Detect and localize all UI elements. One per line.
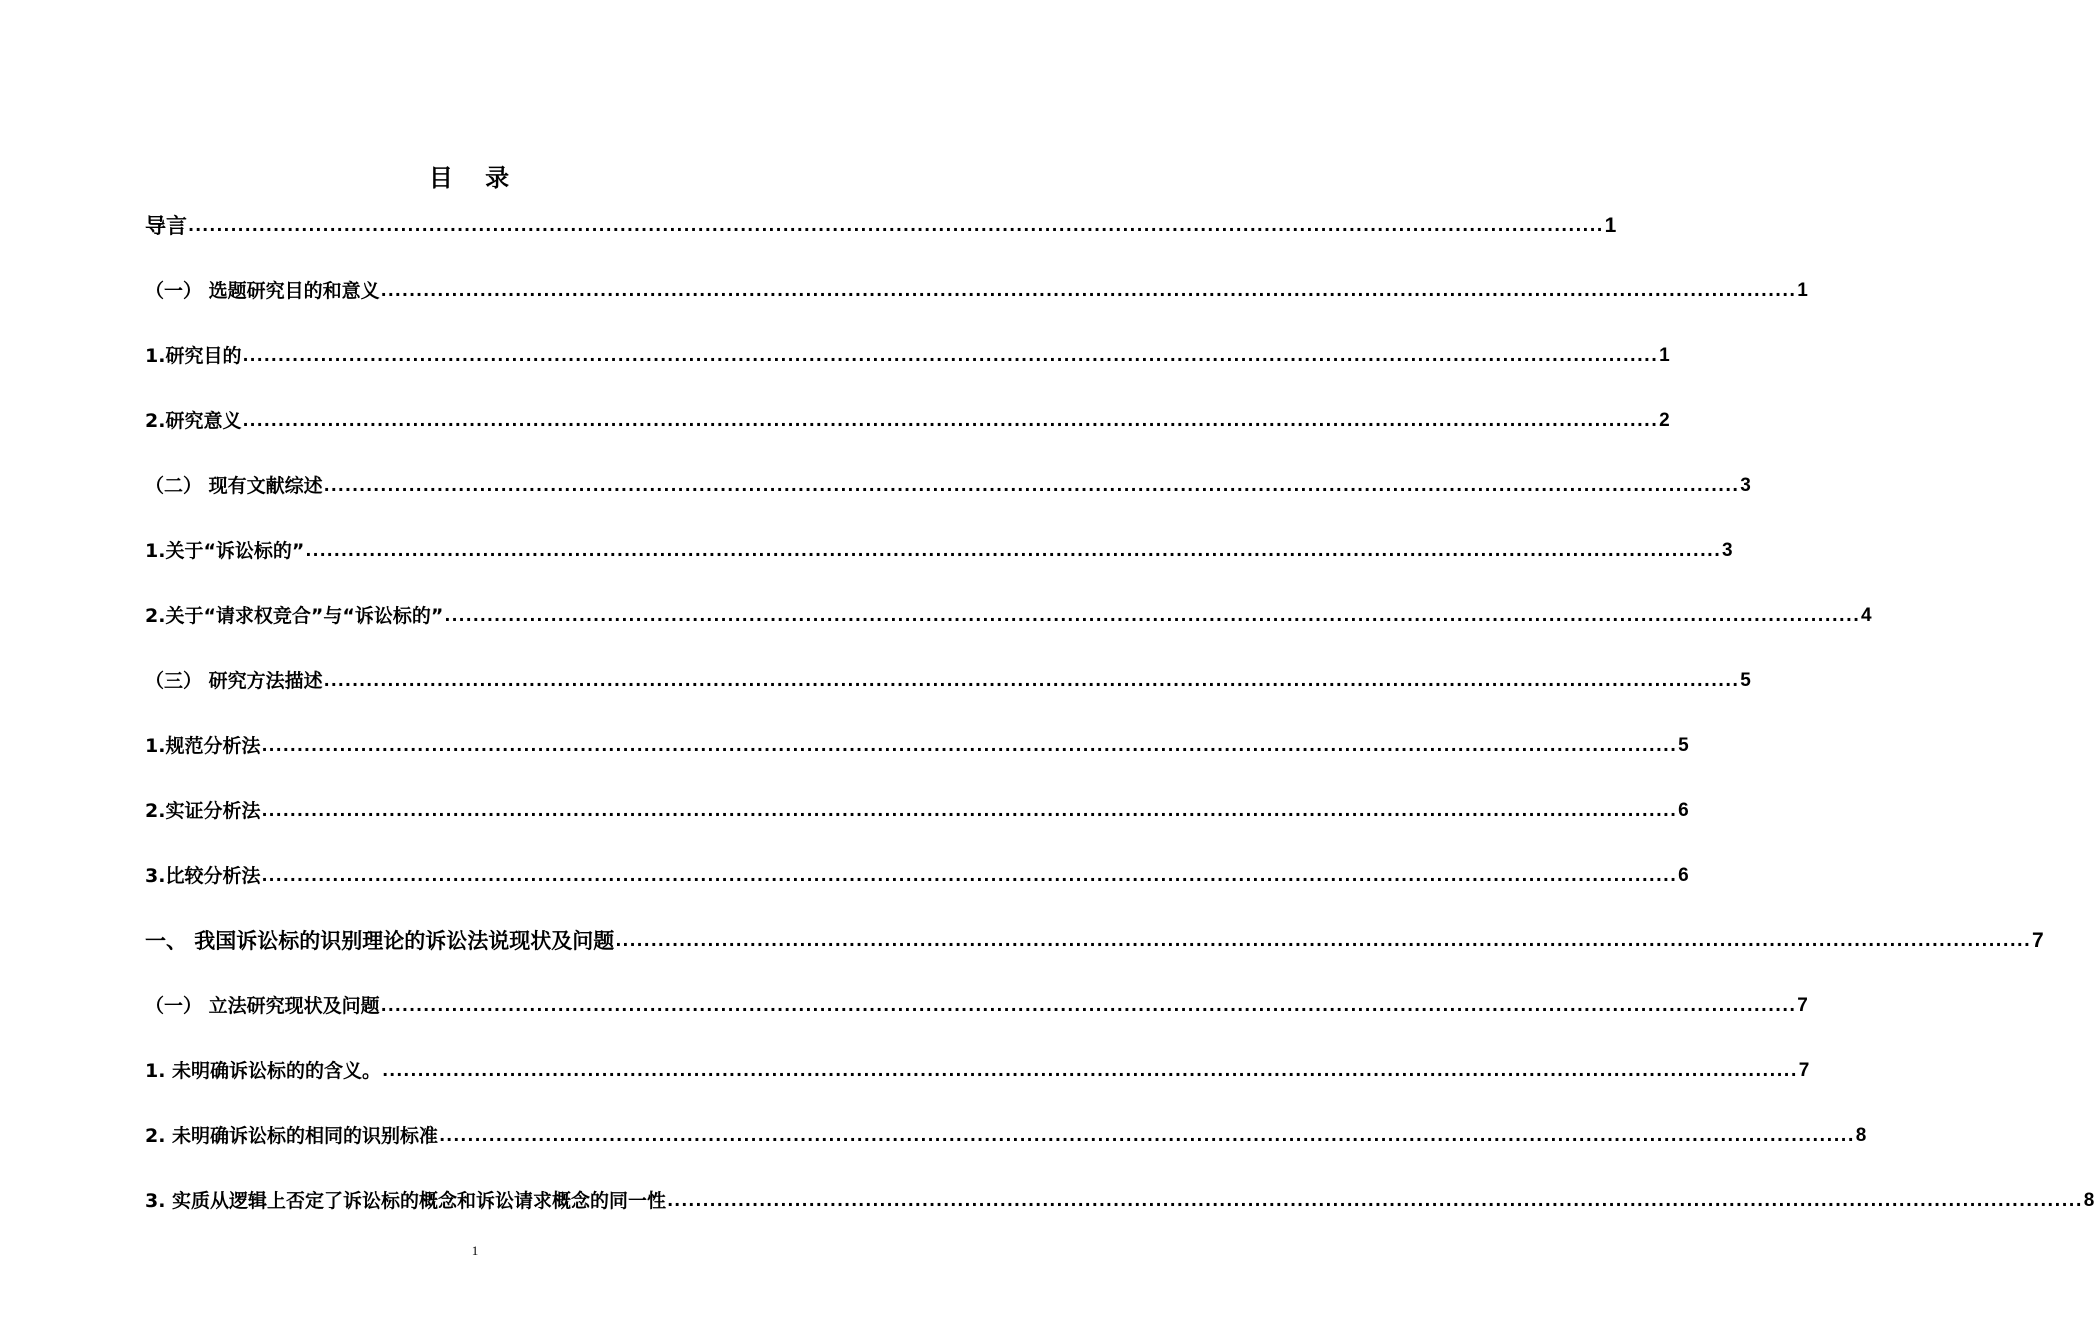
toc-entry[interactable] xyxy=(145,724,1689,760)
toc-entry[interactable] xyxy=(145,1179,2094,1215)
toc-entry[interactable] xyxy=(145,334,1670,370)
toc-entry-label: （三） 研究方法描述 xyxy=(145,670,323,692)
toc-entry-label: 2.实证分析法 xyxy=(145,800,261,822)
toc-dot-leader: ........................................................................................................................................................................................................ xyxy=(323,671,1740,690)
toc-entry-label: （二） 现有文献综述 xyxy=(145,475,323,497)
toc-entry-page: 7 xyxy=(2031,929,2044,952)
toc-entry[interactable] xyxy=(145,529,1733,565)
toc-entry[interactable] xyxy=(145,789,1689,825)
toc-entry-page: 5 xyxy=(1740,670,1751,691)
toc-entry[interactable] xyxy=(145,984,1808,1020)
toc-entry-label: 1.规范分析法 xyxy=(145,735,261,757)
toc-entry-label: 3.比较分析法 xyxy=(145,865,261,887)
toc-entry-page: 6 xyxy=(1678,800,1689,821)
toc-title: 目 录 xyxy=(428,164,522,192)
toc-entry-page: 2 xyxy=(1659,410,1670,431)
toc-entry[interactable] xyxy=(145,1114,1867,1150)
toc-dot-leader: ........................................................................................................................................................................................................ xyxy=(439,1126,1855,1145)
toc-entry[interactable] xyxy=(145,204,1617,240)
toc-entry-page: 3 xyxy=(1740,475,1751,496)
toc-entry-label: （一） 选题研究目的和意义 xyxy=(145,280,380,302)
toc-entry[interactable] xyxy=(145,659,1751,695)
toc-dot-leader: ........................................................................................................................................................................................................ xyxy=(615,931,2031,950)
toc-entry-page: 3 xyxy=(1722,540,1733,561)
toc-entry[interactable] xyxy=(145,854,1689,890)
toc-entry-label: 2. 未明确诉讼标的相同的识别标准 xyxy=(145,1125,439,1147)
toc-entry-label: （一） 立法研究现状及问题 xyxy=(145,995,380,1017)
toc-dot-leader: ........................................................................................................................................................................................................ xyxy=(242,411,1659,430)
toc-entry-label: 2.关于“请求权竞合”与“诉讼标的” xyxy=(145,605,444,627)
toc-entry-page: 6 xyxy=(1678,865,1689,886)
toc-entry[interactable] xyxy=(145,919,2044,955)
toc-entry-label: 3. 实质从逻辑上否定了诉讼标的概念和诉讼请求概念的同一性 xyxy=(145,1190,667,1212)
toc-dot-leader: ........................................................................................................................................................................................................ xyxy=(261,736,1678,755)
toc-dot-leader: ........................................................................................................................................................................................................ xyxy=(323,476,1740,495)
toc-entry-page: 4 xyxy=(1861,605,1872,626)
toc-entry-label: 1.关于“诉讼标的” xyxy=(145,540,305,562)
page-number: 1 xyxy=(471,1243,479,1258)
toc-entry-page: 8 xyxy=(2083,1190,2094,1211)
toc-entry-page: 1 xyxy=(1604,214,1617,237)
toc-dot-leader: ........................................................................................................................................................................................................ xyxy=(261,866,1678,885)
toc-entry-page: 5 xyxy=(1678,735,1689,756)
toc-entry-label: 导言 xyxy=(145,214,187,238)
toc-dot-leader: ........................................................................................................................................................................................................ xyxy=(242,346,1659,365)
toc-entry[interactable] xyxy=(145,464,1751,500)
toc-entry-label: 1. 未明确诉讼标的的含义。 xyxy=(145,1060,382,1082)
toc-dot-leader: ........................................................................................................................................................................................................ xyxy=(188,216,1604,235)
toc-dot-leader: ........................................................................................................................................................................................................ xyxy=(305,541,1722,560)
toc-entry-label: 一、 我国诉讼标的识别理论的诉讼法说现状及问题 xyxy=(145,929,615,953)
toc-entry-page: 7 xyxy=(1798,1060,1810,1081)
toc-dot-leader: ........................................................................................................................................................................................................ xyxy=(667,1191,2083,1210)
toc-entry-page: 1 xyxy=(1659,345,1670,366)
toc-entry-label: 1.研究目的 xyxy=(145,345,242,367)
toc-entry[interactable] xyxy=(145,269,1808,305)
toc-dot-leader: ........................................................................................................................................................................................................ xyxy=(261,801,1678,820)
toc-entry-page: 1 xyxy=(1797,280,1808,301)
toc-entry[interactable] xyxy=(145,1049,1810,1085)
toc-entry-page: 7 xyxy=(1797,995,1808,1016)
toc-dot-leader: ........................................................................................................................................................................................................ xyxy=(380,281,1797,300)
toc-entry[interactable] xyxy=(145,594,1872,630)
toc-entry-label: 2.研究意义 xyxy=(145,410,242,432)
toc-entry[interactable] xyxy=(145,399,1670,435)
toc-dot-leader: ........................................................................................................................................................................................................ xyxy=(444,606,1861,625)
toc-dot-leader: ........................................................................................................................................................................................................ xyxy=(380,996,1797,1015)
toc-dot-leader: ........................................................................................................................................................................................................ xyxy=(382,1061,1798,1080)
toc-entry-page: 8 xyxy=(1855,1125,1867,1146)
